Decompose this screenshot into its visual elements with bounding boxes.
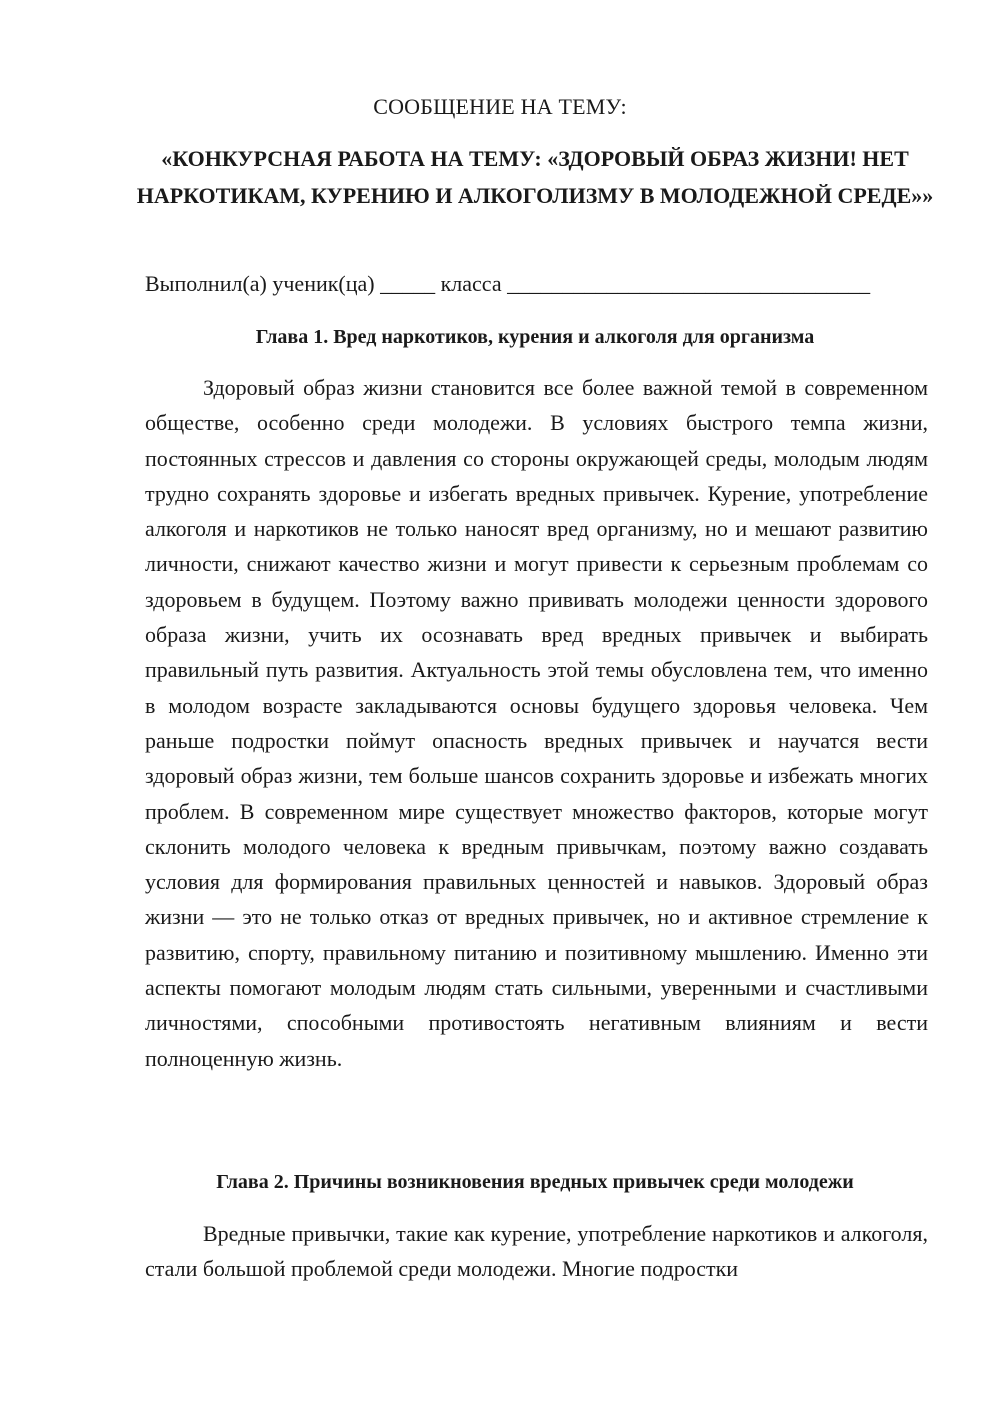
document-header-label: СООБЩЕНИЕ НА ТЕМУ:: [373, 94, 627, 119]
document-title: «КОНКУРСНАЯ РАБОТА НА ТЕМУ: «ЗДОРОВЫЙ ОБРАЗ ЖИЗНИ! НЕТ НАРКОТИКАМ, КУРЕНИЮ И АЛКОГОЛИЗМУ В МОЛОДЕЖНОЙ СРЕДЕ»»: [136, 146, 934, 208]
chapter-2-heading: Глава 2. Причины возникновения вредных привычек среди молодежи: [216, 1171, 854, 1193]
chapter-1-heading: Глава 1. Вред наркотиков, курения и алкоголя для организма: [255, 326, 815, 348]
chapter-2-paragraph: Вредные привычки, такие как курение, употребление наркотиков и алкоголя, стали большой проблемой среди молодежи. Многие подростки: [145, 1221, 928, 1282]
performer-line: Выполнил(а) ученик(ца) _____ класса _________________________________: [145, 271, 871, 296]
chapter-1-paragraph: Здоровый образ жизни становится все более важной темой в современном обществе, особенно среди молодежи. В условиях быстрого темпа жизни, постоянных стрессов и давления со стороны окружающей среды, молодым людям трудно сохранять здоровье и избегать вредных привычек. Курение, употребление алкоголя и наркотиков не только наносят вред организму, но и мешают развитию личности, снижают качество жизни и могут привести к серьезным проблемам со здоровьем в будущем. Поэтому важно прививать молодежи ценности здорового образа жизни, учить их осознавать вред вредных привычек и выбирать правильный путь развития. Актуальность этой темы обусловлена тем, что именно в молодом возрасте закладываются основы будущего здоровья человека. Чем раньше подростки поймут опасность вредных привычек и научатся вести здоровый образ жизни, тем больше шансов сохранить здоровье и избежать многих проблем. В современном мире существует множество факторов, которые могут склонить молодого человека к вредным привычкам, поэтому важно создавать условия для формирования правильных ценностей и навыков. Здоровый образ жизни — это не только отказ от вредных привычек, но и активное стремление к развитию, спорту, правильному питанию и позитивному мышлению. Именно эти аспекты помогают молодым людям стать сильными, уверенными и счастливыми личностями, способными противостоять негативным влияниям и вести полноценную жизнь.: [145, 375, 928, 1071]
